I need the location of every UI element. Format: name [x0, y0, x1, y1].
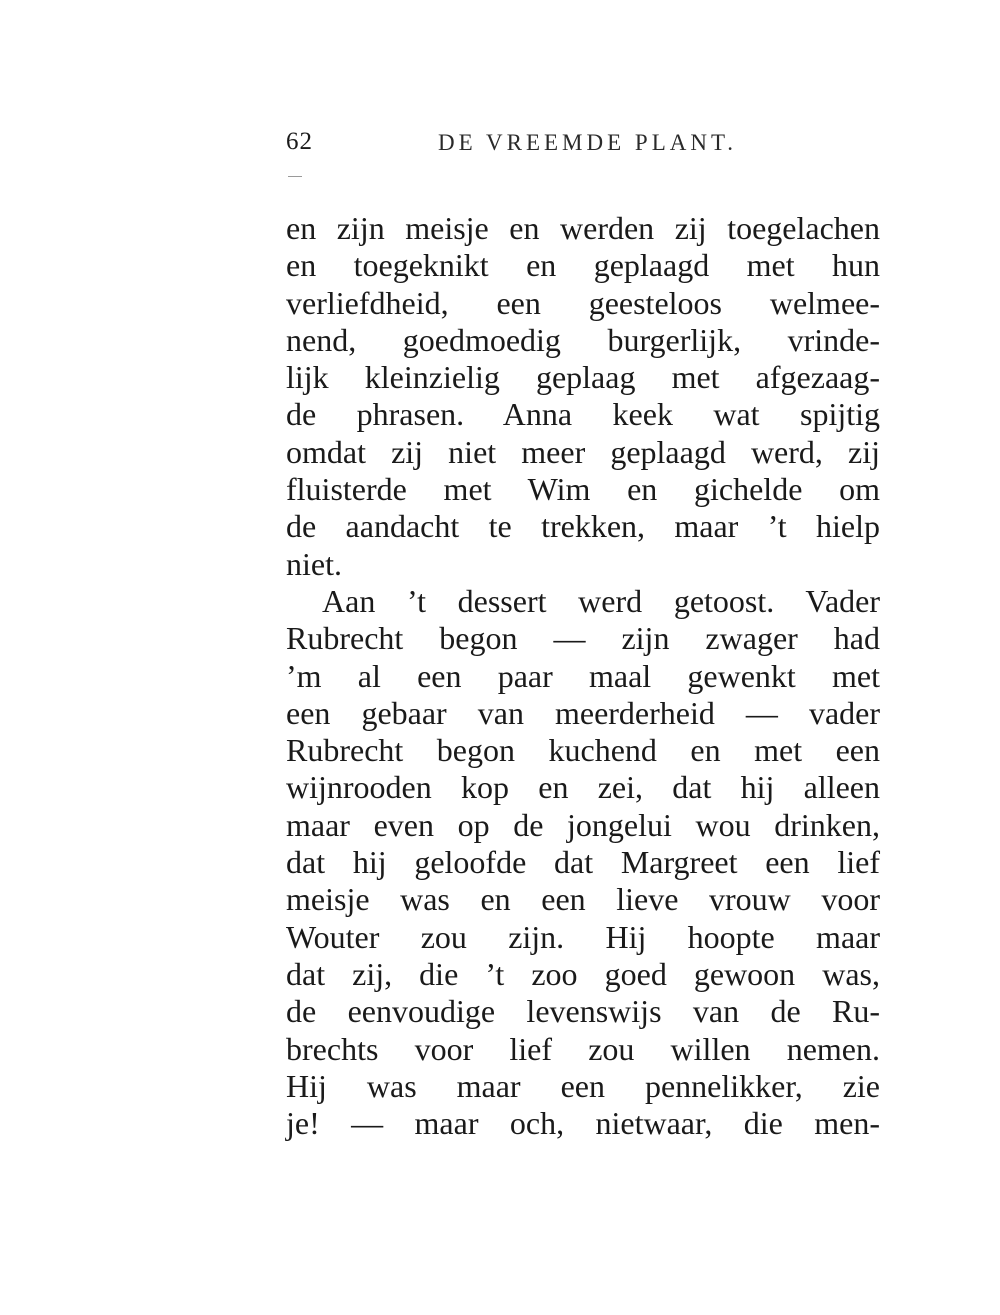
- running-head: [286, 128, 880, 164]
- text-line: Rubrecht begon — zijn zwager had: [286, 620, 880, 657]
- text-line: de eenvoudige levenswijs van de Ru-: [286, 993, 880, 1030]
- text-line: verliefdheid, een geesteloos welmee-: [286, 284, 880, 321]
- header-rule: [288, 176, 302, 177]
- text-line: fluisterde met Wim en gichelde om: [286, 471, 880, 508]
- body-text: [286, 210, 880, 1142]
- text-line: omdat zij niet meer geplaagd werd, zij: [286, 433, 880, 470]
- page-number: 62: [286, 128, 313, 155]
- text-line: je! — maar och, nietwaar, die men-: [286, 1105, 880, 1142]
- text-line: brechts voor lief zou willen nemen.: [286, 1030, 880, 1067]
- text-line: Wouter zou zijn. Hij hoopte maar: [286, 918, 880, 955]
- text-line: maar even op de jongelui wou drinken,: [286, 806, 880, 843]
- text-line: en zijn meisje en werden zij toegelachen: [286, 210, 880, 246]
- text-line: lijk kleinzielig geplaag met afgezaag-: [286, 359, 880, 396]
- text-line: meisje was en een lieve vrouw voor: [286, 881, 880, 918]
- running-title: DE VREEMDE PLANT.: [438, 130, 738, 155]
- text-line: de phrasen. Anna keek wat spijtig: [286, 396, 880, 433]
- text-line: dat zij, die ’t zoo goed gewoon was,: [286, 955, 880, 992]
- text-line: en toegeknikt en geplaagd met hun: [286, 247, 880, 284]
- text-line: dat hij geloofde dat Margreet een lief: [286, 844, 880, 881]
- paragraph-1: [286, 210, 880, 583]
- text-line: de aandacht te trekken, maar ’t hielp: [286, 508, 880, 545]
- text-line: een gebaar van meerderheid — vader: [286, 694, 880, 731]
- text-line: Rubrecht begon kuchend en met een: [286, 732, 880, 769]
- text-line: wijnrooden kop en zei, dat hij alleen: [286, 769, 880, 806]
- text-line: ’m al een paar maal gewenkt met: [286, 657, 880, 694]
- text-line: Aan ’t dessert werd getoost. Vader: [322, 582, 880, 619]
- paragraph-2: [286, 583, 880, 1142]
- text-line: Hij was maar een pennelikker, zie: [286, 1067, 880, 1104]
- text-line: nend, goedmoedig burgerlijk, vrinde-: [286, 321, 880, 358]
- text-line: niet.: [286, 545, 342, 582]
